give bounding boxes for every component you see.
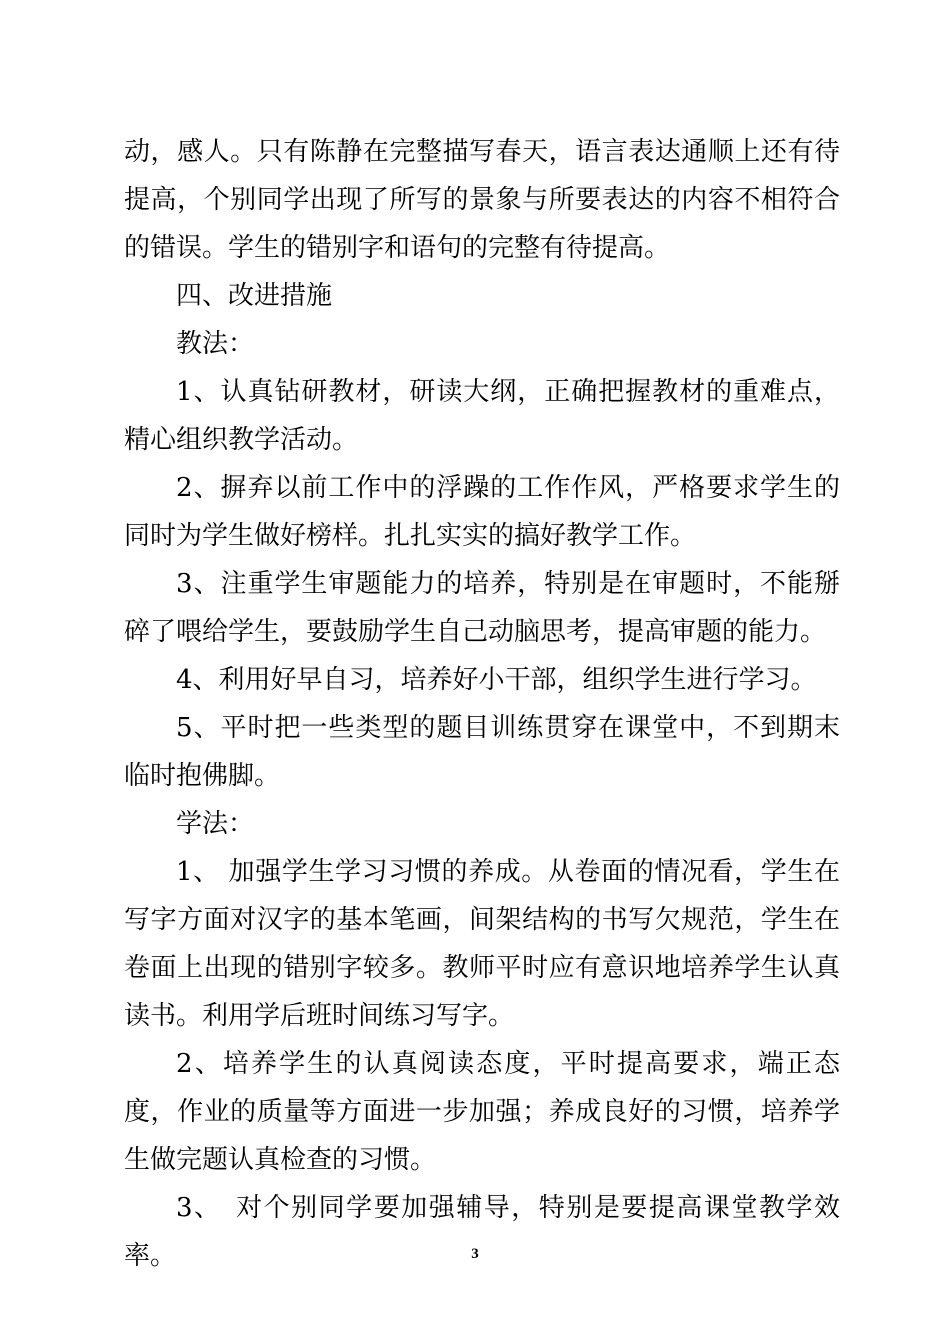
- list-item: 2、摒弃以前工作中的浮躁的工作作风，严格要求学生的同时为学生做好榜样。扎扎实实的搞好教学工作。: [124, 473, 840, 551]
- list-item: 3、注重学生审题能力的培养，特别是在审题时，不能掰碎了喂给学生，要鼓励学生自己动脑思考，提高审题的能力。: [124, 569, 840, 647]
- list-item: 3、 对个别同学要加强辅导，特别是要提高课堂教学效率。: [124, 1193, 840, 1271]
- list-item: 2、培养学生的认真阅读态度，平时提高要求，端正态度，作业的质量等方面进一步加强；养成良好的习惯，培养学生做完题认真检查的习惯。: [124, 1049, 840, 1175]
- list-item: 5、平时把一些类型的题目训练贯穿在课堂中，不到期末临时抱佛脚。: [124, 713, 840, 791]
- subheading-learning-methods: 学法：: [176, 809, 255, 839]
- subheading-teaching-methods: 教法：: [176, 329, 255, 359]
- paragraph: 动，感人。只有陈静在完整描写春天，语言表达通顺上还有待提高，个别同学出现了所写的景象与所要表达的内容不相符合的错误。学生的错别字和语句的完整有待提高。: [124, 137, 840, 263]
- list-item: 1、认真钻研教材，研读大纲，正确把握教材的重难点，精心组织教学活动。: [124, 377, 840, 455]
- list-item: 1、 加强学生学习习惯的养成。从卷面的情况看，学生在写字方面对汉字的基本笔画，间架结构的书写欠规范，学生在卷面上出现的错别字较多。教师平时应有意识地培养学生认真读书。利用学后班时间练习写字。: [124, 857, 840, 1031]
- list-item: 4、利用好早自习，培养好小干部，组织学生进行学习。: [176, 665, 817, 695]
- document-body: [124, 128, 840, 1280]
- section-heading: 四、改进措施: [176, 281, 333, 311]
- page-number: 3: [471, 1246, 479, 1262]
